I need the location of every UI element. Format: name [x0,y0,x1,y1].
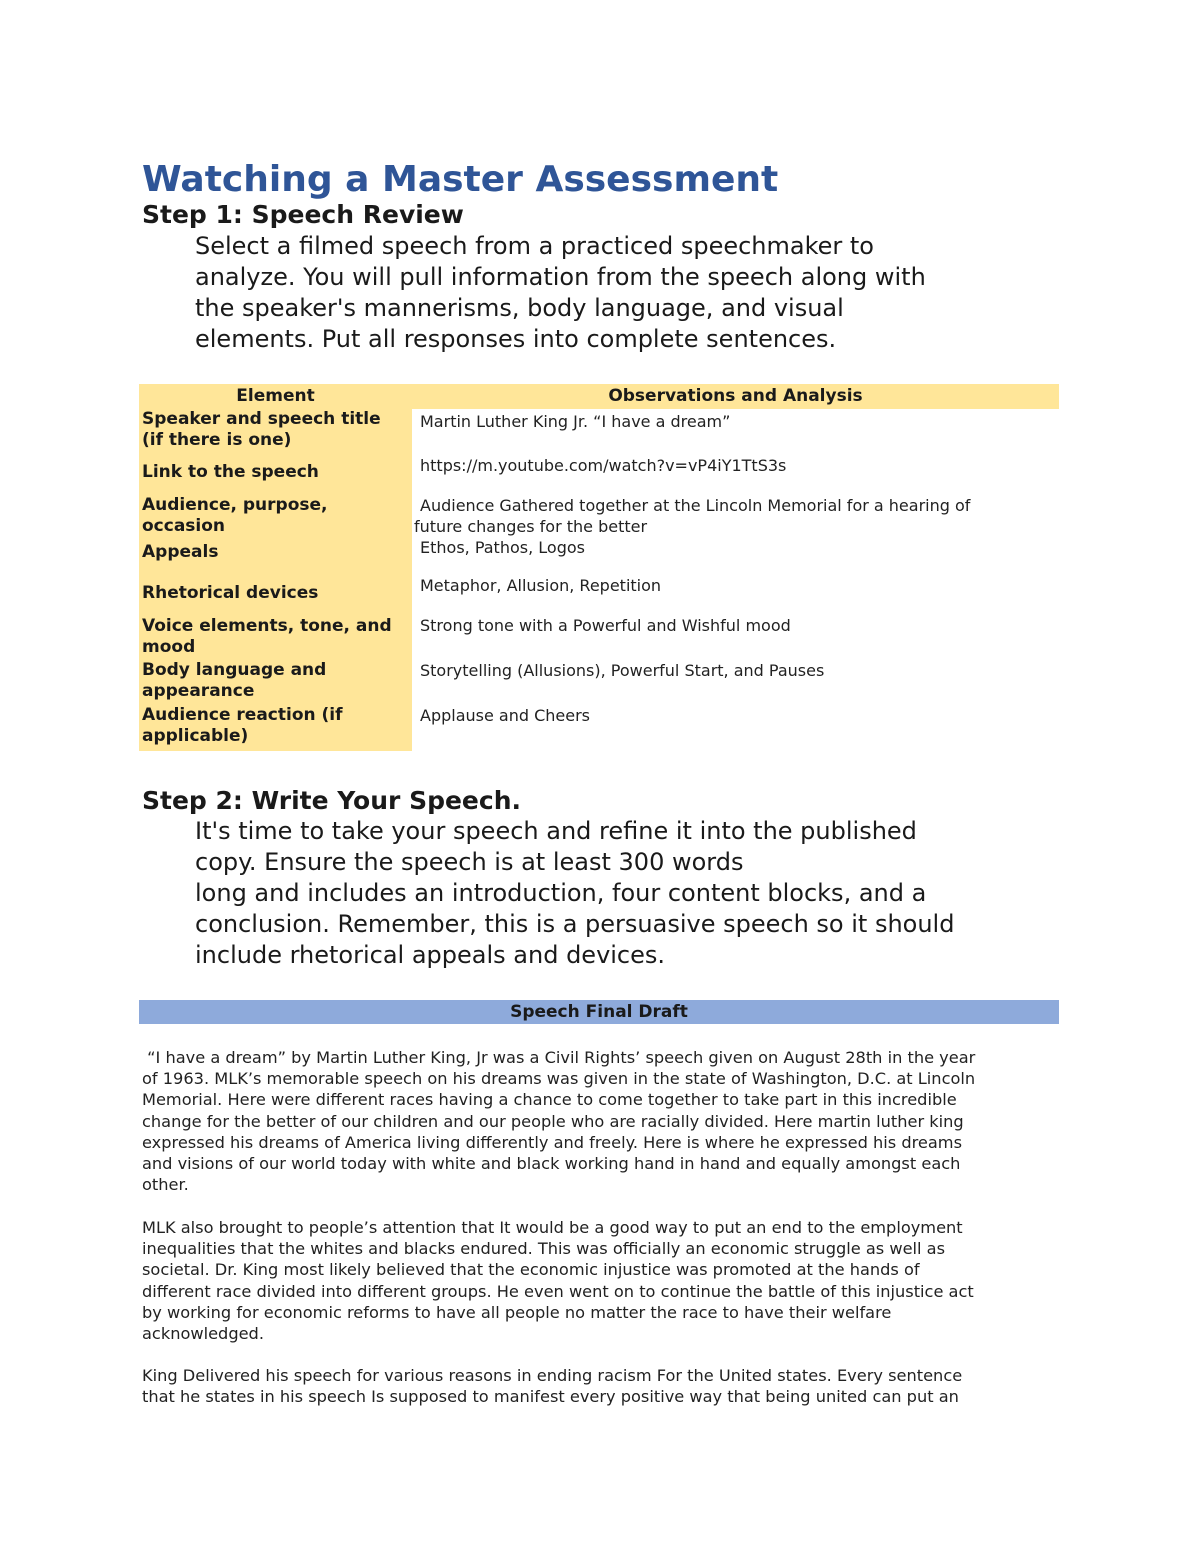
observation-cell [412,485,1059,537]
element-label: appearance [142,681,255,701]
table-row [139,453,1059,485]
observation-cell [412,409,1059,453]
draft-line: acknowledged. [142,1324,264,1344]
page-title: Watching a Master Assessment [142,159,779,200]
element-label: Voice elements, tone, and [142,616,392,636]
table-row [139,485,1059,537]
table-row [139,660,1059,705]
element-label: Audience, purpose, [142,495,328,515]
element-label: Appeals [142,542,219,562]
element-cell [139,660,412,705]
element-label: Link to the speech [142,462,319,482]
analysis-table [139,384,1059,751]
table-row [139,575,1059,615]
element-label: mood [142,637,196,657]
element-cell [139,537,412,575]
element-label: Audience reaction (if [142,705,343,725]
table-row [139,705,1059,751]
observation-cell [412,615,1059,660]
draft-line: of 1963. MLK’s memorable speech on his dreams was given in the state of Washington, D.C. at Lincoln [142,1069,976,1089]
draft-line: change for the better of our children and our people who are racially divided. Here martin luther king [142,1111,964,1131]
element-label: applicable) [142,726,249,746]
element-cell [139,705,412,751]
draft-line: by working for economic reforms to have all people no matter the race to have their welfare [142,1302,892,1322]
speech-final-draft-header: Speech Final Draft [139,1000,1059,1024]
element-cell [139,575,412,615]
element-label: Speaker and speech title [142,409,381,429]
element-label: (if there is one) [142,430,292,450]
observation-cell [412,660,1059,705]
header-element: Element [139,384,412,409]
step1-line: the speaker's mannerisms, body language, and visual [195,294,844,322]
observation-link[interactable]: https://m.youtube.com/watch?v=vP4iY1TtS3s [420,456,787,475]
draft-paragraph-3 [142,1365,1052,1407]
observation-text: Applause and Cheers [420,706,591,725]
draft-line: other. [142,1175,189,1195]
draft-line: Memorial. Here were different races having a chance to come together to take part in this incredible [142,1090,957,1110]
observation-cell [412,453,1059,485]
table-row [139,537,1059,575]
step1-line: analyze. You will pull information from the speech along with [195,263,926,291]
draft-paragraph-1 [142,1047,1052,1195]
element-cell [139,485,412,537]
observation-cell [412,705,1059,751]
observation-text: future changes for the better [414,517,648,536]
element-label: occasion [142,516,226,536]
step2-instructions [195,816,1055,971]
step1-line: elements. Put all responses into complete sentences. [195,325,837,353]
step2-line: long and includes an introduction, four content blocks, and a [195,879,927,907]
step2-heading: Step 2: Write Your Speech. [142,786,521,815]
observation-cell [412,537,1059,575]
element-label: Body language and [142,660,327,680]
step1-line: Select a filmed speech from a practiced speechmaker to [195,232,874,260]
step2-line: conclusion. Remember, this is a persuasive speech so it should [195,910,955,938]
step1-instructions [195,231,1055,355]
step2-line: copy. Ensure the speech is at least 300 words [195,848,744,876]
draft-line: different race divided into different groups. He even went on to continue the battle of this injustice act [142,1281,974,1301]
draft-line: inequalities that the whites and blacks endured. This was officially an economic struggle as well as [142,1239,946,1259]
observation-text: Strong tone with a Powerful and Wishful mood [420,616,791,635]
step2-line: include rhetorical appeals and devices. [195,941,666,969]
table-row [139,409,1059,453]
draft-line: MLK also brought to people’s attention that It would be a good way to put an end to the employment [142,1218,963,1237]
draft-line: and visions of our world today with white and black working hand in hand and equally amongst each [142,1154,961,1174]
element-cell [139,409,412,453]
draft-paragraph-2 [142,1217,1052,1344]
draft-line: societal. Dr. King most likely believed that the economic injustice was promoted at the hands of [142,1260,920,1280]
element-label: Rhetorical devices [142,583,319,603]
draft-line: expressed his dreams of America living differently and freely. Here is where he expressed his dreams [142,1132,963,1152]
element-cell [139,615,412,660]
observation-text: Martin Luther King Jr. “I have a dream” [420,412,731,431]
table-row [139,615,1059,660]
draft-line: “I have a dream” by Martin Luther King, Jr was a Civil Rights’ speech given on August 28th in the year [142,1048,976,1067]
observation-text: Metaphor, Allusion, Repetition [420,576,662,595]
observation-text: Audience Gathered together at the Lincoln Memorial for a hearing of [420,496,971,515]
observation-cell [412,575,1059,615]
step2-line: It's time to take your speech and refine it into the published [195,817,917,845]
draft-line: that he states in his speech Is supposed to manifest every positive way that being united can put an [142,1387,959,1407]
element-cell [139,453,412,485]
observation-text: Storytelling (Allusions), Powerful Start, and Pauses [420,661,825,680]
observation-text: Ethos, Pathos, Logos [420,538,585,557]
table-header-row [139,384,1059,409]
draft-line: King Delivered his speech for various reasons in ending racism For the United states. Every sentence [142,1366,963,1385]
step1-heading: Step 1: Speech Review [142,200,464,229]
header-observations: Observations and Analysis [412,384,1059,409]
